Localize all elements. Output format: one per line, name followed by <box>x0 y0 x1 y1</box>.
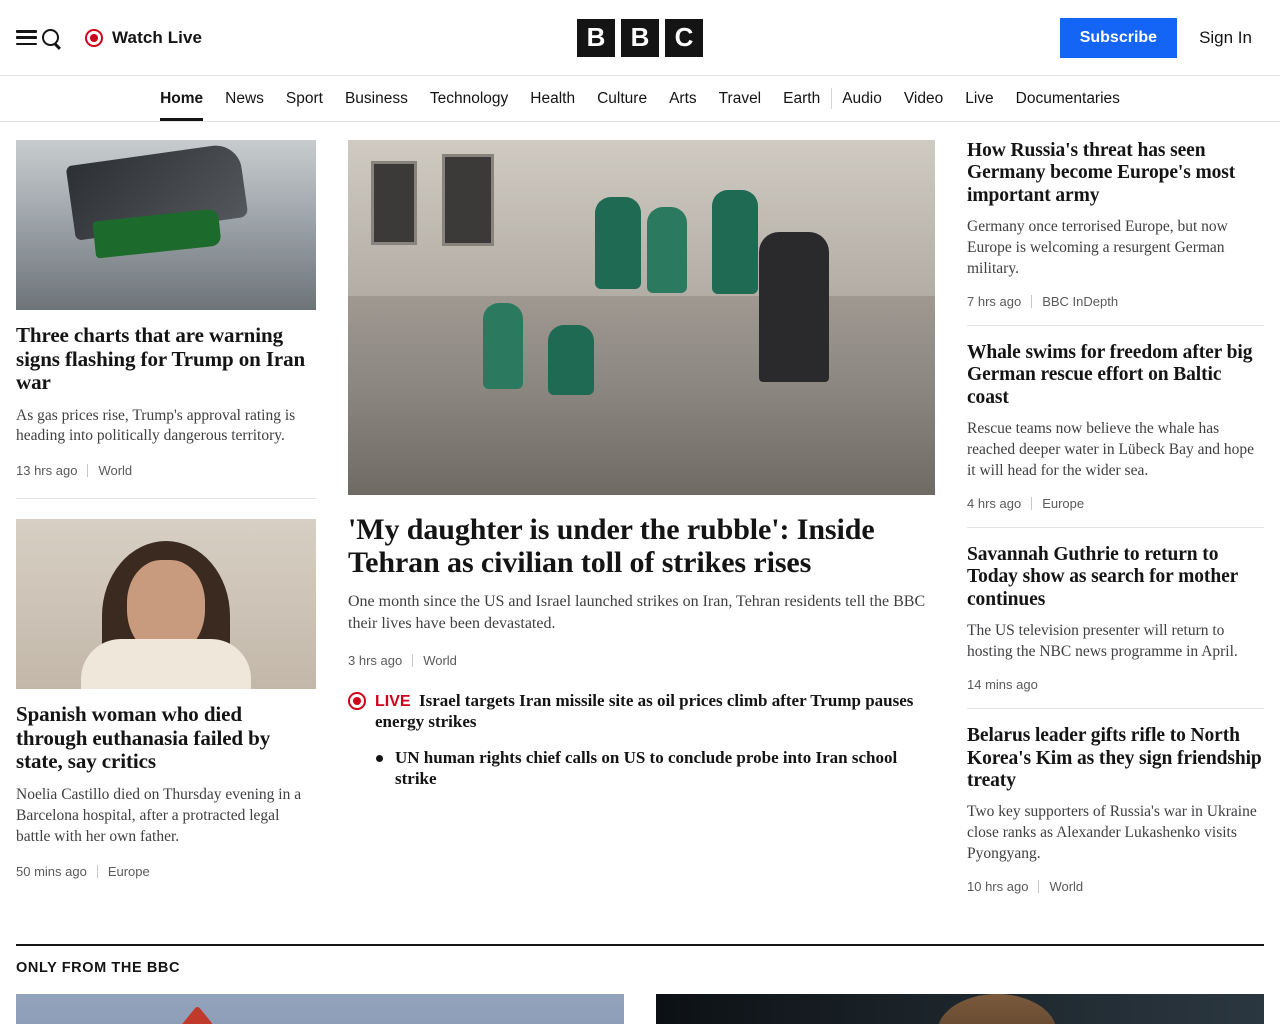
homepage-grid <box>0 122 1280 910</box>
nav-item-audio[interactable]: Audio <box>831 76 893 121</box>
story-timestamp: 14 mins ago <box>967 677 1038 693</box>
section-title: ONLY FROM THE BBC <box>16 960 181 977</box>
section-card-thumbnail-portrait[interactable] <box>656 994 1264 1024</box>
story-meta <box>967 677 1264 692</box>
lead-story-thumbnail-rubble-rescue <box>348 140 935 495</box>
nav-item-business[interactable]: Business <box>344 89 408 107</box>
bbc-logo-letter-2: B <box>621 19 659 57</box>
story-meta <box>967 294 1264 309</box>
lead-story-card-tehran[interactable] <box>348 140 935 668</box>
story-thumbnail-woman-portrait <box>16 519 316 689</box>
meta-divider <box>1031 295 1032 308</box>
nav-item-technology[interactable]: Technology <box>429 89 509 107</box>
story-category: Europe <box>1042 496 1085 512</box>
lead-story-headline: 'My daughter is under the rubble': Inside Tehran as civilian toll of strikes rises <box>348 513 875 579</box>
nav-item-live[interactable]: Live <box>965 89 994 107</box>
story-summary: Noelia Castillo died on Thursday evening in a Barcelona hospital, after a protracted legal battle with her own father. <box>16 785 302 845</box>
bbc-logo-letter-1: B <box>577 19 615 57</box>
story-timestamp: 50 mins ago <box>16 863 87 879</box>
column-divider <box>16 498 316 499</box>
nav-item-earth[interactable]: Earth <box>783 89 821 107</box>
top-bar <box>0 0 1280 76</box>
lead-story-category: World <box>423 653 457 669</box>
only-from-the-bbc-section <box>16 944 1264 1024</box>
meta-divider <box>97 865 98 878</box>
story-card-whale-rescue[interactable] <box>967 325 1264 527</box>
live-badge: LIVE <box>375 693 411 711</box>
story-timestamp: 7 hrs ago <box>967 294 1022 310</box>
bullet-icon <box>376 755 383 762</box>
nav-item-travel[interactable]: Travel <box>718 89 762 107</box>
related-story-headline: UN human rights chief calls on US to conclude probe into Iran school strike <box>395 747 898 788</box>
subscribe-button[interactable]: Subscribe <box>1060 18 1177 58</box>
search-icon[interactable] <box>42 29 59 46</box>
section-card-thumbnail-kite[interactable] <box>16 994 624 1024</box>
story-summary: Two key supporters of Russia's war in Ukraine close ranks as Alexander Lukashenko visits Pyongyang. <box>967 803 1257 863</box>
lead-story-summary: One month since the US and Israel launched strikes on Iran, Tehran residents tell the BBC their lives have been devastated. <box>348 593 926 632</box>
story-headline: Belarus leader gifts rifle to North Korea's Kim as they sign friendship treaty <box>967 725 1262 792</box>
story-headline: Spanish woman who died through euthanasia failed by state, say critics <box>16 702 271 774</box>
hamburger-menu-icon[interactable] <box>16 30 37 45</box>
live-story-headline: Israel targets Iran missile site as oil prices climb after Trump pauses energy strikes <box>375 691 914 732</box>
bbc-logo-letter-3: C <box>665 19 703 57</box>
meta-divider <box>1031 497 1032 510</box>
story-card-savannah-guthrie[interactable] <box>967 527 1264 708</box>
live-record-icon <box>348 692 366 710</box>
story-category: Europe <box>107 863 150 879</box>
story-card-spanish-euthanasia[interactable] <box>16 519 316 878</box>
story-headline: Savannah Guthrie to return to Today show as search for mother continues <box>967 544 1238 610</box>
story-summary: As gas prices rise, Trump's approval rating is heading into politically dangerous territory. <box>16 406 296 445</box>
related-story-bullet[interactable] <box>348 747 935 790</box>
story-category: BBC InDepth <box>1042 294 1119 310</box>
story-meta <box>967 879 1264 894</box>
live-record-icon <box>85 29 103 47</box>
nav-item-sport[interactable]: Sport <box>285 89 323 107</box>
story-headline: How Russia's threat has seen Germany become Europe's most important army <box>967 140 1236 206</box>
left-column <box>16 140 316 910</box>
lead-story-timestamp: 3 hrs ago <box>348 653 403 669</box>
story-timestamp: 13 hrs ago <box>16 463 78 479</box>
nav-item-documentaries[interactable]: Documentaries <box>1015 89 1120 107</box>
primary-navigation <box>0 76 1280 122</box>
story-headline: Three charts that are warning signs flashing for Trump on Iran war <box>16 323 306 395</box>
right-column <box>967 140 1264 910</box>
meta-divider <box>1038 880 1039 893</box>
story-summary: The US television presenter will return to hosting the NBC news programme in April. <box>967 622 1238 661</box>
nav-item-video[interactable]: Video <box>903 89 944 107</box>
bbc-logo[interactable] <box>577 19 703 57</box>
story-meta <box>967 496 1264 511</box>
live-story-row[interactable] <box>348 690 935 733</box>
section-cards <box>16 994 1264 1024</box>
menu-and-search-button[interactable] <box>16 29 59 46</box>
story-timestamp: 4 hrs ago <box>967 496 1022 512</box>
story-summary: Rescue teams now believe the whale has reached deeper water in Lübeck Bay and hope it will head for the wider sea. <box>967 420 1255 480</box>
lead-story-meta <box>348 653 935 668</box>
nav-item-home[interactable]: Home <box>149 76 214 121</box>
story-card-belarus-north-korea[interactable] <box>967 708 1264 910</box>
nav-item-health[interactable]: Health <box>530 89 576 107</box>
nav-item-arts[interactable]: Arts <box>669 89 697 107</box>
nav-item-culture[interactable]: Culture <box>597 89 648 107</box>
story-thumbnail-fuel-pump <box>16 140 316 310</box>
sign-in-link[interactable]: Sign In <box>1199 27 1252 47</box>
nav-item-news[interactable]: News <box>225 89 264 107</box>
meta-divider <box>87 464 88 477</box>
story-category: World <box>1049 879 1084 895</box>
center-column <box>348 140 935 910</box>
story-category: World <box>98 463 133 479</box>
top-bar-actions <box>1060 18 1264 58</box>
story-timestamp: 10 hrs ago <box>967 879 1029 895</box>
story-card-germany-army[interactable] <box>967 140 1264 325</box>
watch-live-button[interactable] <box>85 28 202 48</box>
story-meta <box>16 463 316 478</box>
story-card-trump-iran-charts[interactable] <box>16 140 316 478</box>
story-meta <box>16 864 316 879</box>
watch-live-label: Watch Live <box>112 27 203 47</box>
meta-divider <box>412 654 413 667</box>
story-summary: Germany once terrorised Europe, but now Europe is welcoming a resurgent German military. <box>967 218 1228 278</box>
story-headline: Whale swims for freedom after big German rescue effort on Baltic coast <box>967 342 1253 408</box>
